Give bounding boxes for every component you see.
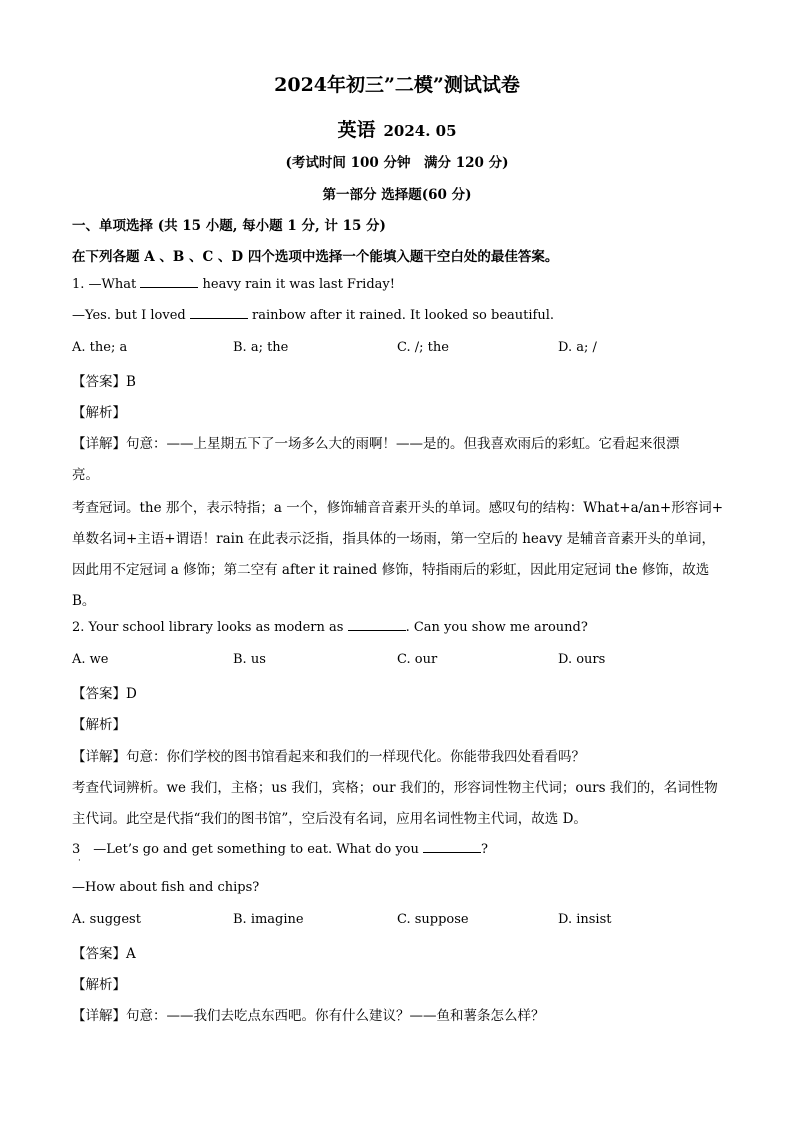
- section-instruction: 在下列各题 A 、B 、C 、D 四个选项中选择一个能填入题干空白处的最佳答案。: [72, 249, 559, 265]
- q3-line2: —How about fish and chips?: [72, 880, 260, 895]
- exam-date: 2024. 05: [383, 122, 457, 140]
- q1-line2-post: rainbow after it rained. It looked so beautiful.: [252, 308, 555, 323]
- q2-blank: [348, 620, 406, 631]
- q3-blank: [423, 842, 481, 853]
- section-heading: 一、单项选择 (共 15 小题, 每小题 1 分, 计 15 分): [72, 218, 386, 234]
- q1-explanation-2: 单数名词+主语+谓语！rain 在此表示泛指，指具体的一场雨，第一空后的 heavy 是辅音音素开头的单词，: [72, 531, 715, 547]
- q3-analysis-label: 【解析】: [72, 977, 126, 993]
- q1-option-d: D. a; /: [558, 340, 597, 355]
- q1-option-a: A. the; a: [72, 340, 128, 355]
- q1-analysis-label: 【解析】: [72, 405, 126, 421]
- q1-line1: [72, 277, 395, 292]
- q2-option-b: B. us: [233, 652, 266, 667]
- subject-name: 英语: [337, 119, 376, 141]
- q2-option-a: A. we: [72, 652, 109, 667]
- q1-detail-1: 【详解】句意：——上星期五下了一场多么大的雨啊！——是的。但我喜欢雨后的彩虹。它看起来很漂: [72, 436, 680, 452]
- q1-answer: 【答案】B: [72, 374, 136, 390]
- exam-title: 2024年初三”二模”测试试卷: [274, 74, 520, 96]
- q2-line1-pre: 2. Your school library looks as modern as: [72, 620, 344, 635]
- q1-blank-2: [190, 308, 248, 319]
- q1-option-c: C. /; the: [397, 340, 449, 355]
- q2-answer: 【答案】D: [72, 686, 137, 702]
- subject-line: [0, 115, 794, 142]
- q1-line1-post: heavy rain it was last Friday!: [202, 277, 395, 292]
- q2-explanation-2: 主代词。此空是代指“我们的图书馆”，空后没有名词，应用名词性物主代词，故选 D。: [72, 811, 587, 827]
- q3-option-a: A. suggest: [72, 912, 141, 927]
- q1-explanation-1: 考查冠词。the 那个，表示特指；a 一个，修饰辅音音素开头的单词。感叹句的结构：What+a/an+形容词+: [72, 500, 724, 516]
- q1-explanation-4: B。: [72, 593, 96, 609]
- q2-option-c: C. our: [397, 652, 438, 667]
- q2-explanation-1: 考查代词辨析。we 我们，主格；us 我们，宾格；our 我们的，形容词性物主代词；ours 我们的，名词性物: [72, 780, 718, 796]
- q2-analysis-label: 【解析】: [72, 717, 126, 733]
- q2-option-d: D. ours: [558, 652, 606, 667]
- q3-detail-1: 【详解】句意：——我们去吃点东西吧。你有什么建议？——鱼和薯条怎么样？: [72, 1008, 545, 1024]
- q3-line1: [72, 838, 488, 857]
- q3-option-d: D. insist: [558, 912, 612, 927]
- q3-line1-post: ?: [481, 842, 488, 857]
- q1-detail-2: 亮。: [72, 467, 99, 483]
- q3-dot: ·: [78, 856, 81, 866]
- part-heading: 第一部分 选择题(60 分): [322, 187, 472, 203]
- time-score: (考试时间 100 分钟 满分 120 分): [285, 155, 509, 171]
- q3-option-b: B. imagine: [233, 912, 304, 927]
- q2-line1: [72, 620, 588, 635]
- q2-line1-post: . Can you show me around?: [405, 620, 588, 635]
- q3-answer: 【答案】A: [72, 946, 136, 962]
- q3-option-c: C. suppose: [397, 912, 469, 927]
- q3-line1-pre: 3 —Let’s go and get something to eat. What do you: [72, 842, 419, 857]
- q2-detail-1: 【详解】句意：你们学校的图书馆看起来和我们的一样现代化。你能带我四处看看吗？: [72, 749, 585, 765]
- q1-explanation-3: 因此用不定冠词 a 修饰；第二空有 after it rained 修饰，特指雨后的彩虹，因此用定冠词 the 修饰，故选: [72, 562, 710, 578]
- q1-blank-1: [140, 277, 198, 288]
- q1-option-b: B. a; the: [233, 340, 289, 355]
- q1-line2-pre: —Yes. but I loved: [72, 308, 186, 323]
- q1-line1-pre: 1. —What: [72, 277, 137, 292]
- q1-line2: [72, 308, 554, 323]
